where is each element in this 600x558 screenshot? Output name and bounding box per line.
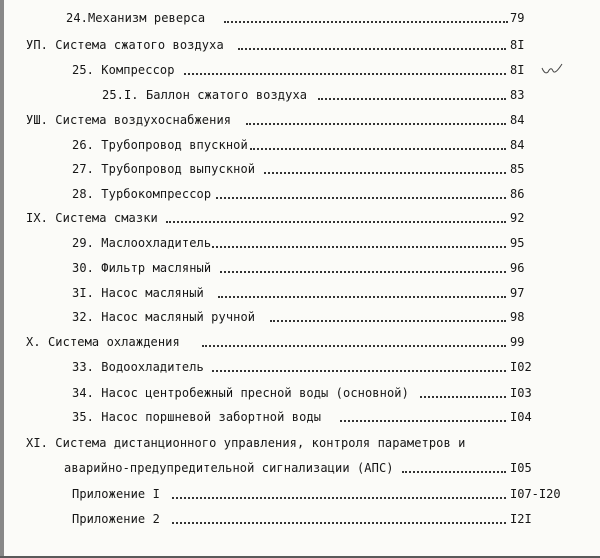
toc-leader [420,396,506,398]
toc-page-number: 92 [510,211,525,225]
toc-page-number: I02 [510,360,532,374]
toc-page-number: 86 [510,187,525,201]
toc-leader [270,320,506,322]
toc-page-number: 83 [510,88,525,102]
toc-page-number: I05 [510,461,532,475]
toc-page-number: 79 [510,11,525,25]
pen-mark-icon [540,62,564,78]
toc-page-number: 99 [510,335,525,349]
toc-leader [250,148,506,150]
toc-page-number: I2I [510,512,532,526]
toc-entry-26: 26. Трубопровод впускной [72,138,248,152]
toc-leader [212,370,506,372]
toc-entry-25-1: 25.I. Баллон сжатого воздуха [102,88,308,102]
toc-section-viii: УШ. Система воздухоснабжения [26,113,232,127]
toc-entry-25: 25. Компрессор [72,63,175,77]
toc-leader [264,172,506,174]
toc-section-ix: IX. Система смазки [26,211,158,225]
toc-page-number: I03 [510,386,532,400]
toc-page-number: I04 [510,410,532,424]
toc-leader [220,271,506,273]
toc-appendix-2: Приложение 2 [72,512,160,526]
toc-entry-28: 28. Турбокомпрессор [72,187,212,201]
toc-page-number: 85 [510,162,525,176]
toc-entry-27: 27. Трубопровод выпускной [72,162,256,176]
toc-page-number: 95 [510,236,525,250]
toc-leader [172,522,506,524]
toc-leader [166,221,506,223]
toc-leader [340,420,506,422]
toc-leader [172,497,506,499]
toc-page-number: 98 [510,310,525,324]
toc-entry-29: 29. Маслоохладитель [72,236,212,250]
toc-page-number: 84 [510,113,525,127]
toc-page-number: 97 [510,286,525,300]
toc-leader [402,471,506,473]
scan-edge [0,0,4,558]
toc-leader [318,98,506,100]
toc-entry-34: 34. Насос центробежный пресной воды (основной) [72,386,409,400]
toc-leader [184,73,506,75]
toc-leader [224,21,508,23]
toc-entry-31: 3I. Насос масляный [72,286,204,300]
toc-page-number: 96 [510,261,525,275]
toc-entry-24: 24.Механизм реверса [66,11,206,25]
toc-leader [238,48,506,50]
toc-page-number: 84 [510,138,525,152]
toc-leader [212,246,506,248]
toc-entry-35: 35. Насос поршневой забортной воды [72,410,322,424]
toc-section-vii: УП. Система сжатого воздуха [26,38,224,52]
toc-entry-32: 32. Насос масляный ручной [72,310,256,324]
toc-leader [216,197,506,199]
toc-section-x: Х. Система охлаждения [26,335,180,349]
toc-section-xi: XI. Система дистанционного управления, контроля параметров и [26,436,466,450]
toc-entry-33: 33. Водоохладитель [72,360,204,374]
toc-page-number: 8I [510,38,525,52]
toc-appendix-1: Приложение I [72,487,160,501]
toc-entry-30: 30. Фильтр масляный [72,261,212,275]
toc-section-xi-cont: аварийно-предупредительной сигнализации (АПС) [64,461,394,475]
toc-page-number: I07-I20 [510,487,561,501]
toc-page-number: 8I [510,63,525,77]
toc-leader [202,345,506,347]
toc-leader [218,296,506,298]
toc-leader [246,123,506,125]
